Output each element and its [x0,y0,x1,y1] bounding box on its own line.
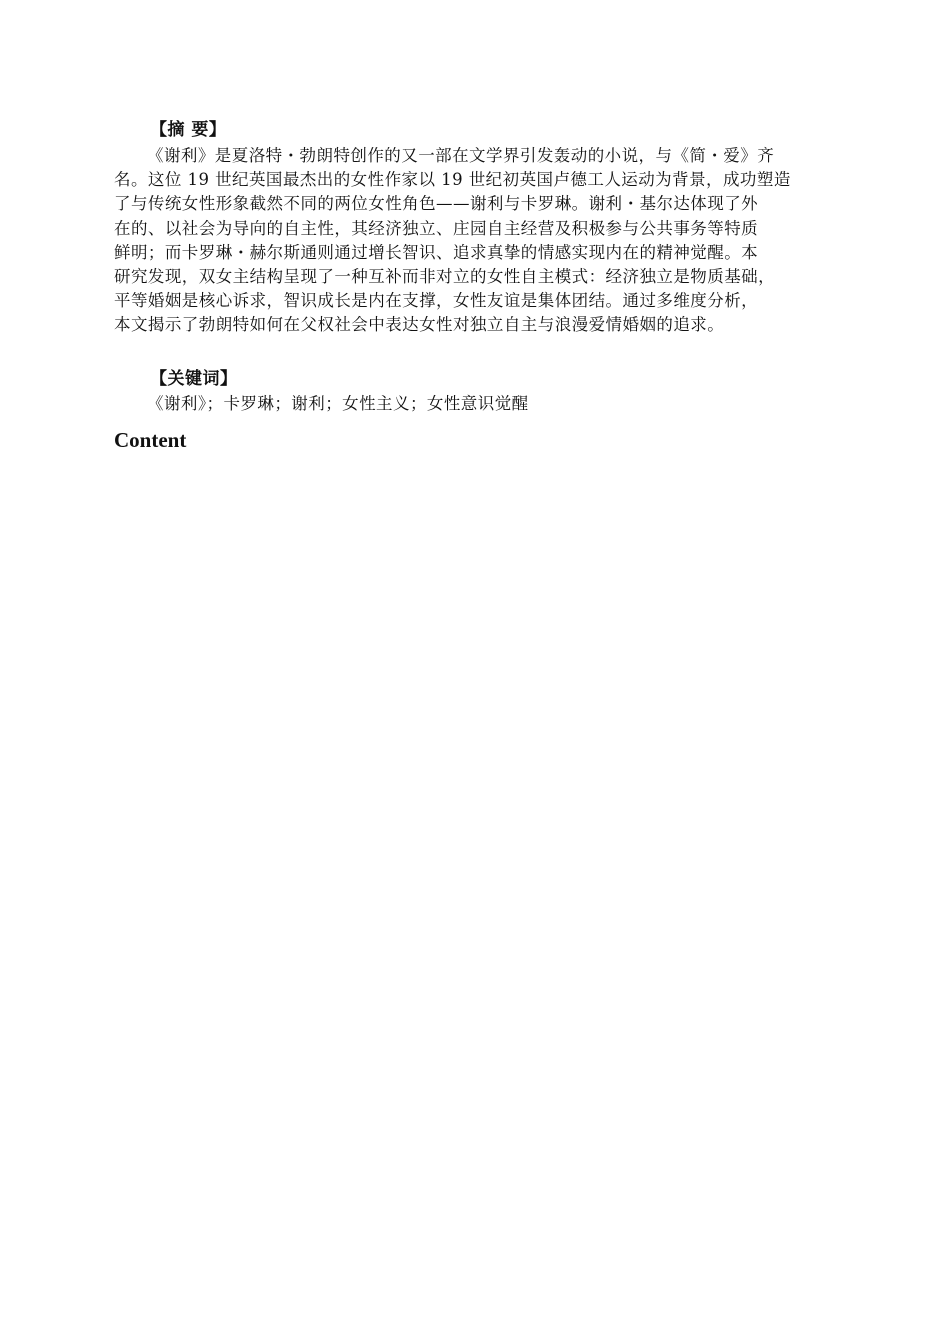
content-heading: Content [114,428,187,452]
abstract-line: 在的、以社会为导向的自主性，其经济独立、庄园自主经营及积极参与公共事务等特质 [114,218,759,238]
abstract-line: 鲜明；而卡罗琳・赫尔斯通则通过增长智识、追求真挚的情感实现内在的精神觉醒。本 [114,242,759,262]
abstract-line: 《谢利》是夏洛特・勃朗特创作的又一部在文学界引发轰动的小说，与《简・爱》齐 [147,146,775,165]
abstract-body [114,144,862,338]
keywords-heading: 【关键词】 [150,369,238,389]
abstract-line: 了与传统女性形象截然不同的两位女性角色——谢利与卡罗琳。谢利・基尔达体现了外 [114,194,759,214]
keywords-list: 《谢利》；卡罗琳；谢利；女性主义；女性意识觉醒 [147,394,529,413]
abstract-line: 研究发现，双女主结构呈现了一种互补而非对立的女性自主模式：经济独立是物质基础， [114,267,776,287]
abstract-line: 本文揭示了勃朗特如何在父权社会中表达女性对独立自主与浪漫爱情婚姻的追求。 [114,315,725,335]
abstract-line: 名。这位 19 世纪英国最杰出的女性作家以 19 世纪初英国卢德工人运动为背景，成功塑造 [114,170,791,190]
abstract-line: 平等婚姻是核心诉求，智识成长是内在支撑，女性友谊是集体团结。通过多维度分析， [114,291,759,311]
abstract-heading: 【摘 要】 [150,120,227,140]
